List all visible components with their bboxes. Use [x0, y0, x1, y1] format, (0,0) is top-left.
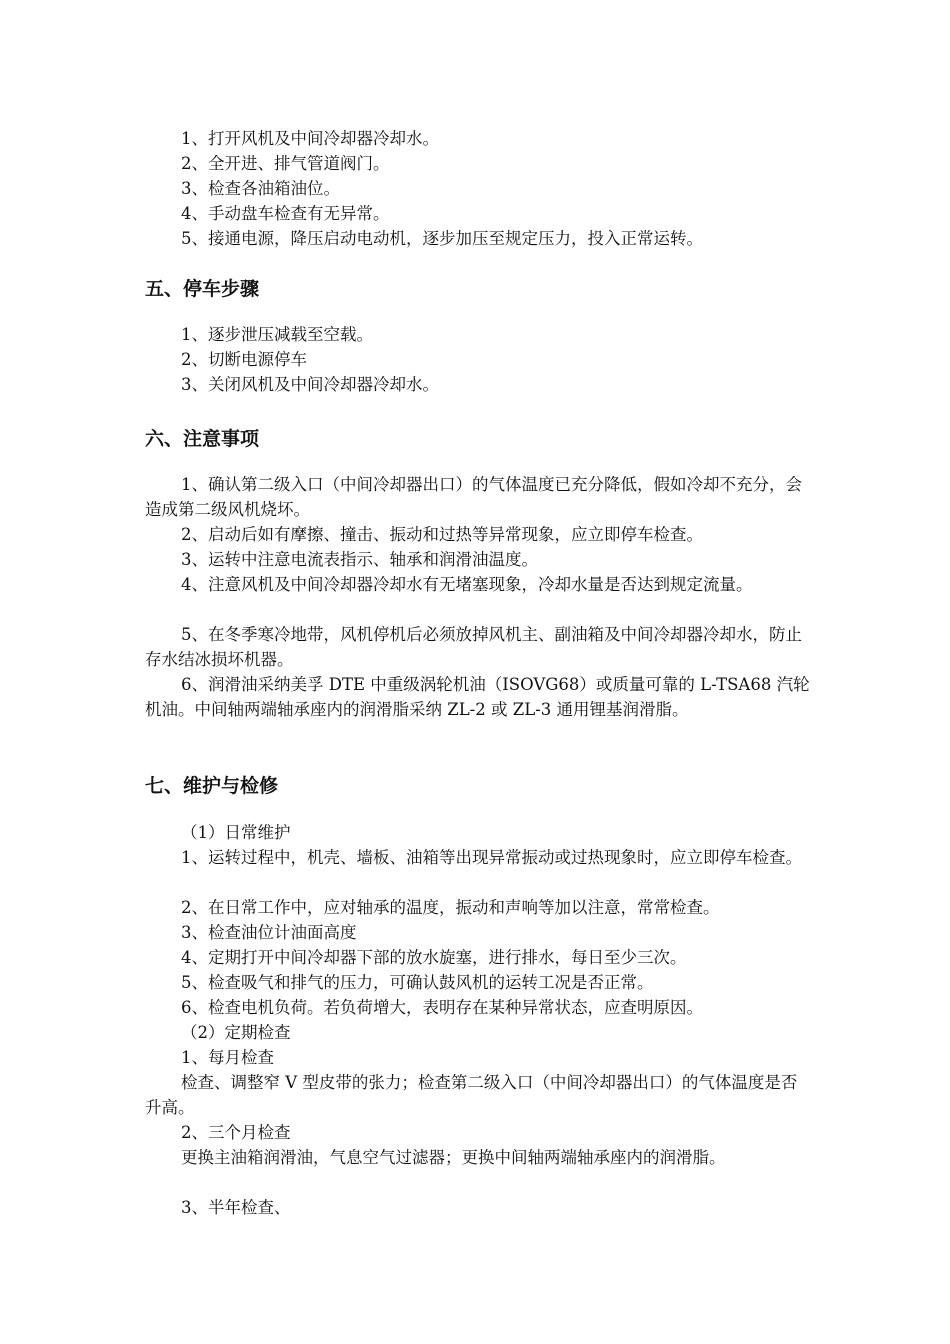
startup-step-3: 3、检查各油箱油位。 [181, 179, 340, 198]
section-6-item-6: 6、润滑油采纳美孚 DTE 中重级涡轮机油（ISOVG68）或质量可靠的 L-TSA68 汽轮机油。中间轴两端轴承座内的润滑脂采纳 ZL-2 或 ZL-3 通用锂基润滑脂。 [145, 675, 810, 719]
section-5-item-3: 3、关闭风机及中间冷却器冷却水。 [181, 375, 439, 394]
startup-step-1: 1、打开风机及中间冷却器冷却水。 [181, 129, 439, 148]
section-6-item-2: 2、启动后如有摩擦、撞击、振动和过热等异常现象，应立即停车检查。 [181, 525, 703, 544]
periodic-inspection-title: （2）定期检查 [181, 1023, 291, 1042]
section-6-item-5: 5、在冬季寒冷地带，风机停机后必须放掉风机主、副油箱及中间冷却器冷却水，防止存水结冰损坏机器。 [145, 625, 802, 669]
section-6-item-4: 4、注意风机及中间冷却器冷却水有无堵塞现象，冷却水量是否达到规定流量。 [181, 575, 753, 594]
monthly-check-text: 检查、调整窄 V 型皮带的张力；检查第二级入口（中间冷却器出口）的气体温度是否升高。 [145, 1073, 798, 1117]
startup-step-2: 2、全开进、排气管道阀门。 [181, 154, 390, 173]
monthly-check-title: 1、每月检查 [181, 1048, 274, 1067]
daily-item-2: 2、在日常工作中，应对轴承的温度，振动和声响等加以注意，常常检查。 [181, 898, 720, 917]
quarterly-check-title: 2、三个月检查 [181, 1123, 291, 1142]
section-7-heading: 七、维护与检修 [145, 775, 279, 797]
section-6-heading: 六、注意事项 [145, 428, 260, 450]
daily-item-3: 3、检查油位计油面高度 [181, 923, 357, 942]
section-6-item-3: 3、运转中注意电流表指示、轴承和润滑油温度。 [181, 550, 538, 569]
section-6-item-1: 1、确认第二级入口（中间冷却器出口）的气体温度已充分降低，假如冷却不充分，会造成第二级风机烧坏。 [145, 475, 802, 519]
daily-item-1: 1、运转过程中，机壳、墙板、油箱等出现异常振动或过热现象时，应立即停车检查。 [181, 848, 802, 867]
quarterly-check-text: 更换主油箱润滑油，气息空气过滤器；更换中间轴两端轴承座内的润滑脂。 [181, 1148, 726, 1167]
daily-item-5: 5、检查吸气和排气的压力，可确认鼓风机的运转工况是否正常。 [181, 973, 654, 992]
halfyear-check-title: 3、半年检查、 [181, 1198, 291, 1217]
startup-step-4: 4、手动盘车检查有无异常。 [181, 204, 390, 223]
section-5-heading: 五、停车步骤 [145, 278, 260, 300]
daily-item-6: 6、检查电机负荷。若负荷增大，表明存在某种异常状态，应查明原因。 [181, 998, 703, 1017]
daily-maintenance-title: （1）日常维护 [181, 823, 291, 842]
section-5-item-1: 1、逐步泄压减载至空载。 [181, 325, 373, 344]
startup-step-5: 5、接通电源，降压启动电动机，逐步加压至规定压力，投入正常运转。 [181, 229, 703, 248]
daily-item-4: 4、定期打开中间冷却器下部的放水旋塞，进行排水，每日至少三次。 [181, 948, 687, 967]
section-5-item-2: 2、切断电源停车 [181, 350, 307, 369]
